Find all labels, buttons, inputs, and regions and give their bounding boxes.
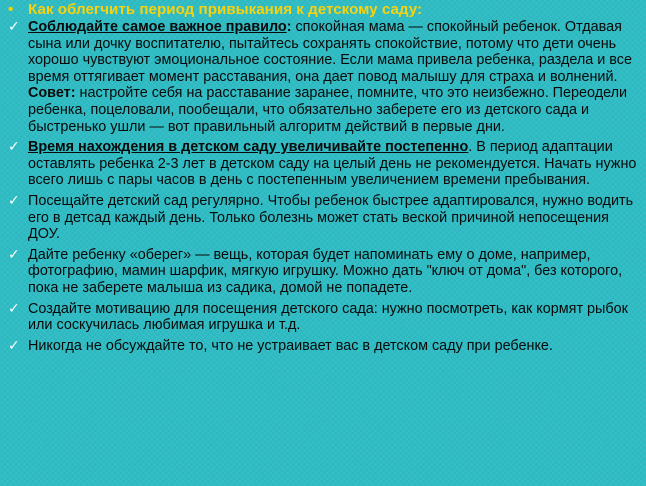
list-item: [8, 193, 642, 243]
list-item-text: Дайте ребенку «оберег» — вещь, которая будет напоминать ему о доме, например, фотографию, мамин шарфик, мягкую игрушку. Можно дать "ключ от дома", без которого, пока не заберете малыша из садика, домой не попадете.: [28, 246, 623, 296]
list-item-text: Создайте мотивацию для посещения детского сада: нужно посмотреть, как кормят рыбок или соскучилась любимая игрушка и т.д.: [28, 300, 628, 334]
heading-row: [8, 1, 638, 19]
check-mark-icon: ✓: [8, 192, 20, 209]
text-fragment: . В период адаптации оставлять ребенка 2-3 лет в детском саду на целый день не рекомендуется. Начать нужно всего лишь с пары часов в день с постепенным увеличением времени пребывания.: [28, 139, 637, 189]
list-item-text: Посещайте детский сад регулярно. Чтобы ребенок быстрее адаптировался, нужно водить его в детсад каждый день. Только болезнь может стать веской причиной непосещения ДОУ.: [28, 192, 634, 243]
slide-heading: Как облегчить период привыкания к детскому саду:: [28, 1, 423, 18]
list-item: [8, 19, 642, 135]
list-item-text: Никогда не обсуждайте то, что не устраивает вас в детском саду при ребенке.: [28, 337, 553, 354]
bullet-dot-icon: •: [8, 1, 14, 18]
check-mark-icon: ✓: [8, 19, 20, 35]
check-mark-icon: ✓: [8, 337, 20, 354]
highlight-phrase: Время нахождения в детском саду увеличивайте постепенно: [28, 139, 469, 156]
list-item: [8, 338, 642, 355]
list-item: [8, 247, 642, 297]
list-item: [8, 301, 642, 334]
check-mark-icon: ✓: [8, 246, 20, 263]
tips-list: [8, 19, 642, 359]
advice-label: Совет:: [28, 85, 76, 102]
list-item: [8, 139, 642, 189]
check-mark-icon: ✓: [8, 139, 20, 156]
colon: :: [286, 19, 292, 35]
list-item-text: [28, 139, 642, 189]
text-fragment: спокойная мама — спокойный ребенок. Отдавая сына или дочку воспитателю, пытайтесь сохранять спокойствие, потому что дети очень хорошо чувствуют эмоциональное состояние. Если мама привела ребенка, раздела и все время оттягивает момент расставания, она дает повод малышу для страха и волнений.: [28, 19, 632, 85]
highlight-phrase: Соблюдайте самое важное правило: [28, 19, 287, 35]
text-fragment: настройте себя на расставание заранее, помните, что это неизбежно. Переодели ребенка, поцеловали, пообещали, что обязательно заберете его из детского сада и быстренько ушли — вот правильный алгоритм действий в первые дни.: [28, 85, 628, 135]
check-mark-icon: ✓: [8, 300, 20, 317]
list-item-text: [28, 19, 642, 135]
